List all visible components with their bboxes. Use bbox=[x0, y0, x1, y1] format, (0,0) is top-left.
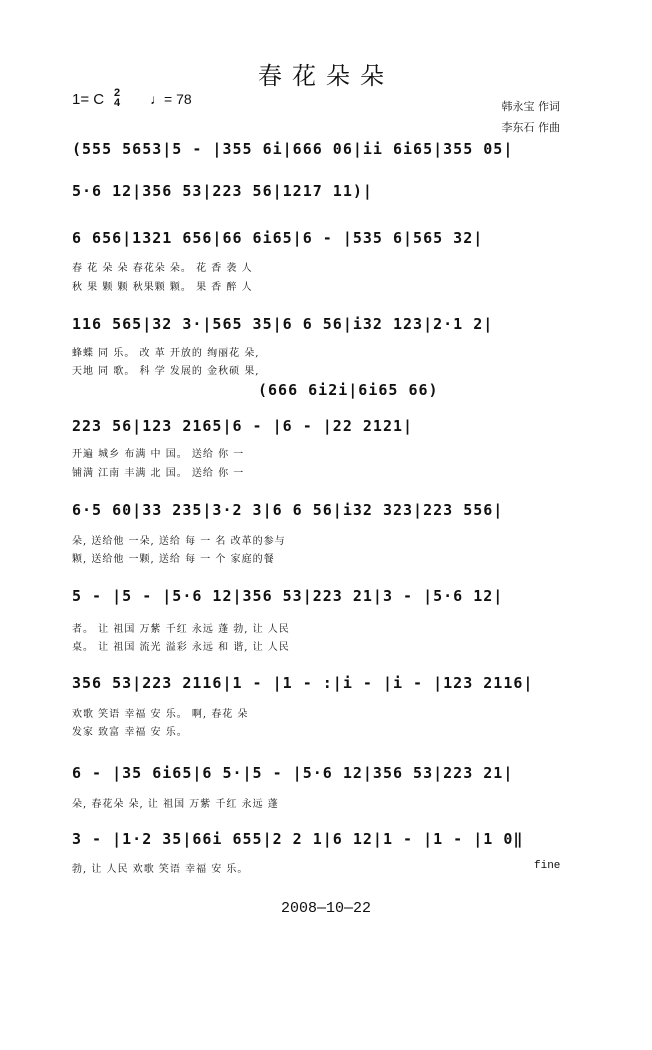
time-signature bbox=[114, 88, 120, 108]
time-signature-bottom: 4 bbox=[114, 97, 121, 109]
melody-line-2: 5·6 12|356 53|223 56|1217 11)| bbox=[72, 182, 373, 200]
lyric-line-3-verse-2: 秋 果 颗 颗 秋果颗 颗。 果 香 醉 人 bbox=[72, 282, 253, 293]
melody-line-5: 223 56|123 2165|6 - |6 - |22 2121| bbox=[72, 417, 414, 435]
lyric-line-7-verse-2: 桌。 让 祖国 流光 溢彩 永远 和 谐, 让 人民 bbox=[72, 642, 290, 653]
song-title: 春花朵朵 bbox=[258, 62, 394, 90]
lyric-line-9: 朵, 春花朵 朵, 让 祖国 万紫 千红 永远 蓬 bbox=[72, 799, 279, 810]
interlude-line: (666 6i2i|6i65 66) bbox=[258, 381, 439, 399]
melody-line-6: 6·5 60|33 235|3·2 3|6 6 56|i32 323|223 556| bbox=[72, 501, 504, 519]
lyric-line-6-verse-1: 朵, 送给他 一朵, 送给 每 一 名 改革的参与 bbox=[72, 536, 286, 547]
lyric-line-8-verse-1: 欢歌 笑语 幸福 安 乐。 啊, 春花 朵 bbox=[72, 709, 249, 720]
key-signature: 1= C bbox=[72, 91, 105, 108]
lyric-line-7-verse-1: 者。 让 祖国 万紫 千红 永远 蓬 勃, 让 人民 bbox=[72, 624, 290, 635]
melody-line-8: 356 53|223 2116|1 - |1 - :|i - |i - |123 2116| bbox=[72, 674, 534, 692]
lyric-line-10: 勃, 让 人民 欢歌 笑语 幸福 安 乐。 bbox=[72, 864, 249, 875]
lyric-line-4-verse-2: 天地 同 歌。 科 学 发展的 金秋硕 果, bbox=[72, 366, 260, 377]
melody-line-10: 3 - |1·2 35|66i 655|2 2 1|6 12|1 - |1 - |1 0‖ bbox=[72, 830, 524, 848]
lyricist-credit: 韩永宝 作词 bbox=[501, 100, 560, 113]
lyric-line-8-verse-2: 发家 致富 幸福 安 乐。 bbox=[72, 727, 188, 738]
tempo-marking: ♩= 78 bbox=[150, 91, 192, 107]
time-signature-top: 2 bbox=[114, 87, 121, 99]
melody-line-7: 5 - |5 - |5·6 12|356 53|223 21|3 - |5·6 12| bbox=[72, 587, 504, 605]
date-stamp: 2008—10—22 bbox=[280, 900, 371, 917]
lyric-line-6-verse-2: 颗, 送给他 一颗, 送给 每 一 个 家庭的餐 bbox=[72, 554, 275, 565]
composer-credit: 李东石 作曲 bbox=[501, 121, 560, 134]
melody-line-9: 6 - |35 6i65|6 5·|5 - |5·6 12|356 53|223 21| bbox=[72, 764, 514, 782]
lyric-line-4-verse-1: 蜂蝶 同 乐。 改 革 开放的 绚丽花 朵, bbox=[72, 348, 260, 359]
melody-line-3: 6 656|1321 656|66 6i65|6 - |535 6|565 32| bbox=[72, 229, 484, 247]
lyric-line-5-verse-1: 开遍 城乡 布满 中 国。 送给 你 一 bbox=[72, 449, 245, 460]
melody-line-1: (555 5653|5 - |355 6i|666 06|ii 6i65|355 05| bbox=[72, 140, 514, 158]
fine-marking: fine bbox=[534, 860, 561, 872]
lyric-line-5-verse-2: 铺满 江南 丰满 北 国。 送给 你 一 bbox=[72, 468, 245, 479]
melody-line-4: 116 565|32 3·|565 35|6 6 56|i32 123|2·1 2| bbox=[72, 315, 494, 333]
lyric-line-3-verse-1: 春 花 朵 朵 春花朵 朵。 花 香 袭 人 bbox=[72, 263, 253, 274]
